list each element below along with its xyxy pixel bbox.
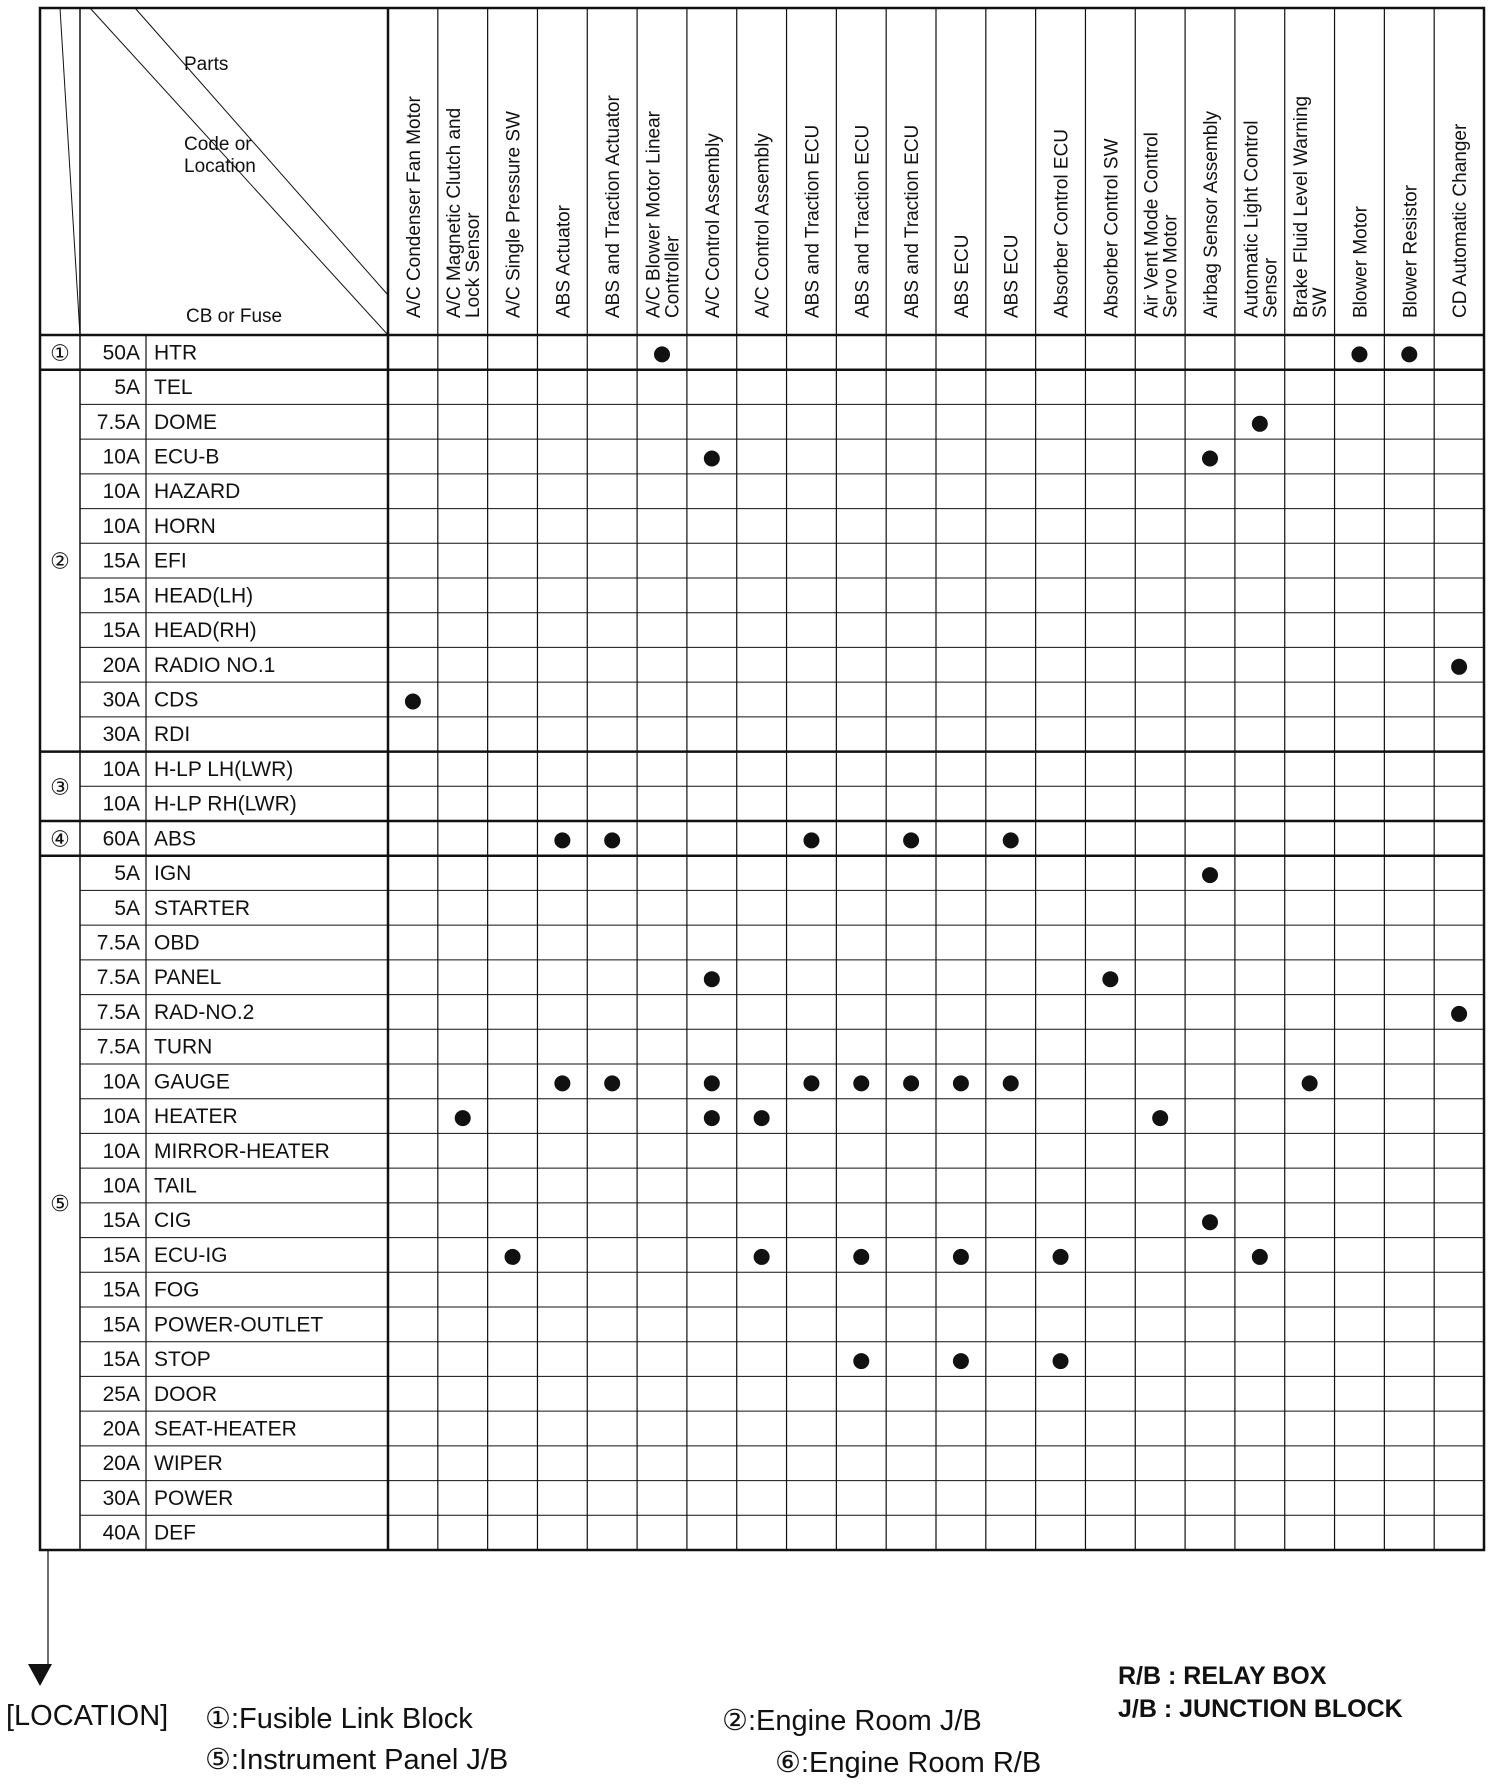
relay-box-legend: R/B : RELAY BOX	[1118, 1662, 1327, 1690]
column-header	[753, 133, 774, 318]
connection-dot	[903, 832, 919, 848]
location-5: ⑤:Instrument Panel J/B	[205, 1744, 509, 1776]
connection-dot	[853, 1075, 869, 1091]
column-label: A/C Control Assembly	[702, 133, 724, 318]
connection-dot	[1351, 346, 1367, 362]
connection-dot	[953, 1249, 969, 1265]
fuse-name: TURN	[154, 1035, 213, 1059]
fuse-name: STARTER	[154, 896, 251, 920]
fuse-name: POWER-OUTLET	[154, 1313, 324, 1337]
fuse-name: IGN	[154, 862, 192, 886]
fuse-name: ABS	[154, 827, 197, 851]
column-label: Air Vent Mode Control	[1141, 132, 1163, 318]
connection-dot	[853, 1249, 869, 1265]
column-header	[553, 204, 574, 318]
location-label-header: Location	[184, 156, 256, 177]
column-label: A/C Condenser Fan Motor	[403, 96, 425, 318]
fuse-amperage: 7.5A	[96, 410, 140, 434]
fuse-amperage: 20A	[102, 1452, 140, 1476]
column-label: A/C Single Pressure SW	[503, 111, 525, 318]
column-label: ABS and Traction ECU	[802, 124, 824, 318]
connection-dot	[1451, 1006, 1467, 1022]
connection-dot	[1053, 1249, 1069, 1265]
column-header	[1052, 129, 1073, 318]
column-label: ABS and Traction Actuator	[603, 95, 625, 318]
connection-dot	[1451, 659, 1467, 675]
column-header	[1400, 184, 1421, 318]
fuse-name: RADIO NO.1	[154, 653, 276, 677]
fuse-name: TEL	[154, 376, 193, 400]
fuse-amperage: 40A	[102, 1521, 140, 1545]
column-header	[603, 94, 624, 318]
fuse-amperage: 5A	[114, 862, 140, 886]
connection-dot	[1003, 1075, 1019, 1091]
fuse-name: HORN	[154, 514, 216, 538]
connection-dot	[903, 1075, 919, 1091]
header-diagonal	[135, 8, 388, 295]
connection-dot	[1252, 1249, 1268, 1265]
group-symbol: ②	[50, 549, 70, 575]
fuse-amperage: 30A	[102, 723, 140, 747]
fuse-name: GAUGE	[154, 1070, 230, 1094]
location-2: ②:Engine Room J/B	[722, 1705, 982, 1737]
connection-dot	[1202, 867, 1218, 883]
fuse-name: DEF	[154, 1521, 196, 1545]
connection-dot	[704, 1075, 720, 1091]
fuse-name: HEAD(LH)	[154, 584, 254, 608]
connection-dot	[1102, 971, 1118, 987]
column-header	[504, 111, 525, 318]
column-header	[1450, 123, 1471, 318]
connection-dot	[604, 832, 620, 848]
header-diagonal	[60, 8, 80, 335]
fuse-amperage: 15A	[102, 584, 140, 608]
connection-dot	[1302, 1075, 1318, 1091]
column-label: A/C Magnetic Clutch and	[444, 107, 466, 318]
fuse-name: MIRROR-HEATER	[154, 1139, 330, 1163]
column-label: Blower Motor	[1350, 206, 1372, 318]
column-label: Lock Sensor	[463, 212, 485, 318]
column-label: SW	[1310, 287, 1332, 318]
fuse-amperage: 20A	[102, 1417, 140, 1441]
column-label: ABS ECU	[1001, 234, 1023, 318]
column-label: ABS Actuator	[553, 204, 575, 318]
column-label: Automatic Light Control	[1241, 120, 1263, 318]
column-label: A/C Blower Motor Linear	[643, 111, 665, 318]
connection-dot	[1202, 1214, 1218, 1230]
column-label: ABS ECU	[951, 234, 973, 318]
code-label: Code or	[184, 134, 252, 155]
fuse-amperage: 50A	[102, 341, 140, 365]
fuse-amperage: 15A	[102, 549, 140, 573]
column-header	[1002, 235, 1023, 318]
column-header	[444, 108, 484, 318]
connection-dot	[505, 1249, 521, 1265]
connection-dot	[604, 1075, 620, 1091]
fuse-name: H-LP RH(LWR)	[154, 792, 297, 816]
fuse-amperage: 10A	[102, 480, 140, 504]
connection-dot	[1053, 1353, 1069, 1369]
fuse-amperage: 7.5A	[96, 966, 140, 990]
fuse-amperage: 5A	[114, 376, 140, 400]
location-1: ①:Fusible Link Block	[205, 1703, 473, 1735]
column-label: Servo Motor	[1160, 214, 1182, 318]
fuse-name: HEATER	[154, 1105, 238, 1129]
fuse-amperage: 10A	[102, 1174, 140, 1198]
column-header	[1142, 132, 1182, 318]
arrow-down-icon	[20, 1660, 60, 1690]
column-header	[802, 125, 823, 318]
column-label: Airbag Sensor Assembly	[1201, 111, 1222, 318]
fuse-amperage: 7.5A	[96, 1000, 140, 1024]
fuse-amperage: 15A	[102, 1243, 140, 1267]
column-header	[703, 133, 724, 318]
fuse-name: ECU-B	[154, 445, 220, 469]
column-header	[1241, 121, 1281, 319]
fuse-name: STOP	[154, 1348, 211, 1372]
column-label: Brake Fluid Level Warning	[1291, 95, 1313, 318]
column-label: Absorber Control SW	[1101, 138, 1123, 318]
fuse-name: H-LP LH(LWR)	[154, 757, 294, 781]
fuse-amperage: 15A	[102, 1313, 140, 1337]
location-6: ⑥:Engine Room R/B	[775, 1747, 1042, 1779]
fuse-name: EFI	[154, 549, 187, 573]
fuse-name: OBD	[154, 931, 200, 955]
junction-block-legend: J/B : JUNCTION BLOCK	[1118, 1695, 1403, 1723]
connection-dot	[1003, 832, 1019, 848]
column-label: Absorber Control ECU	[1051, 128, 1073, 318]
fuse-amperage: 10A	[102, 792, 140, 816]
column-header	[1101, 138, 1122, 318]
fuse-name: TAIL	[154, 1174, 197, 1198]
connection-dot	[405, 694, 421, 710]
column-header	[902, 125, 923, 318]
group-symbol: ①	[50, 341, 70, 367]
connection-dot	[754, 1110, 770, 1126]
fuse-name: DOME	[154, 410, 217, 434]
fuse-amperage: 10A	[102, 1070, 140, 1094]
group-symbol: ④	[50, 827, 70, 853]
column-header	[1201, 111, 1222, 318]
group-symbol: ⑤	[50, 1191, 70, 1217]
column-label: ABS and Traction ECU	[852, 124, 874, 318]
fuse-name: ECU-IG	[154, 1243, 228, 1267]
fuse-name: HAZARD	[154, 480, 241, 504]
fuse-amperage: 25A	[102, 1382, 140, 1406]
fuse-name: DOOR	[154, 1382, 217, 1406]
column-label: Sensor	[1260, 257, 1282, 318]
fuse-amperage: 30A	[102, 688, 140, 712]
fuse-amperage: 10A	[102, 757, 140, 781]
column-header	[952, 235, 973, 318]
column-header	[852, 125, 873, 318]
connection-dot	[455, 1110, 471, 1126]
column-label: CD Automatic Changer	[1450, 123, 1472, 318]
fuse-name: SEAT-HEATER	[154, 1417, 297, 1441]
column-label: A/C Control Assembly	[752, 133, 774, 318]
fuse-amperage: 15A	[102, 1348, 140, 1372]
location-arrow	[20, 1660, 60, 1690]
location-label: [LOCATION]	[6, 1700, 169, 1732]
connection-dot	[803, 832, 819, 848]
connection-dot	[1202, 451, 1218, 467]
fuse-name: CDS	[154, 688, 199, 712]
column-label: ABS and Traction ECU	[902, 124, 924, 318]
fuse-amperage: 5A	[114, 896, 140, 920]
connection-dot	[704, 1110, 720, 1126]
column-label: Controller	[662, 235, 684, 318]
column-header	[1350, 205, 1371, 318]
fuse-amperage: 10A	[102, 445, 140, 469]
fuse-amperage: 15A	[102, 1278, 140, 1302]
fuse-amperage: 20A	[102, 653, 140, 677]
fuse-name: PANEL	[154, 966, 222, 990]
cb-fuse-label: CB or Fuse	[186, 306, 283, 327]
parts-label: Parts	[184, 54, 229, 75]
fuse-amperage: 15A	[102, 1209, 140, 1233]
column-header	[644, 110, 684, 318]
connection-dot	[704, 971, 720, 987]
fuse-amperage: 10A	[102, 514, 140, 538]
fuse-amperage: 60A	[102, 827, 140, 851]
connection-dot	[654, 346, 670, 362]
fuse-name: RDI	[154, 723, 191, 747]
fuse-name: CIG	[154, 1209, 192, 1233]
connection-dot	[953, 1353, 969, 1369]
connection-dot	[554, 1075, 570, 1091]
connection-dot	[754, 1249, 770, 1265]
connection-dot	[1152, 1110, 1168, 1126]
fuse-amperage: 30A	[102, 1486, 140, 1510]
fuse-name: RAD-NO.2	[154, 1000, 255, 1024]
group-symbol: ③	[50, 775, 70, 801]
connection-dot	[704, 451, 720, 467]
column-label: Blower Resistor	[1400, 184, 1422, 318]
fuse-amperage: 7.5A	[96, 1035, 140, 1059]
connection-dot	[853, 1353, 869, 1369]
column-header	[1291, 96, 1331, 318]
fuse-amperage: 15A	[102, 619, 140, 643]
connection-dot	[1401, 346, 1417, 362]
fuse-amperage: 10A	[102, 1105, 140, 1129]
fuse-name: FOG	[154, 1278, 200, 1302]
fuse-name: HEAD(RH)	[154, 619, 257, 643]
fuse-name: WIPER	[154, 1452, 223, 1476]
column-header	[404, 96, 425, 318]
connection-dot	[953, 1075, 969, 1091]
connection-dot	[554, 832, 570, 848]
fuse-name: POWER	[154, 1486, 234, 1510]
connection-dot	[803, 1075, 819, 1091]
fuse-amperage: 10A	[102, 1139, 140, 1163]
connection-dot	[1252, 416, 1268, 432]
fuse-amperage: 7.5A	[96, 931, 140, 955]
fuse-name: HTR	[154, 341, 198, 365]
